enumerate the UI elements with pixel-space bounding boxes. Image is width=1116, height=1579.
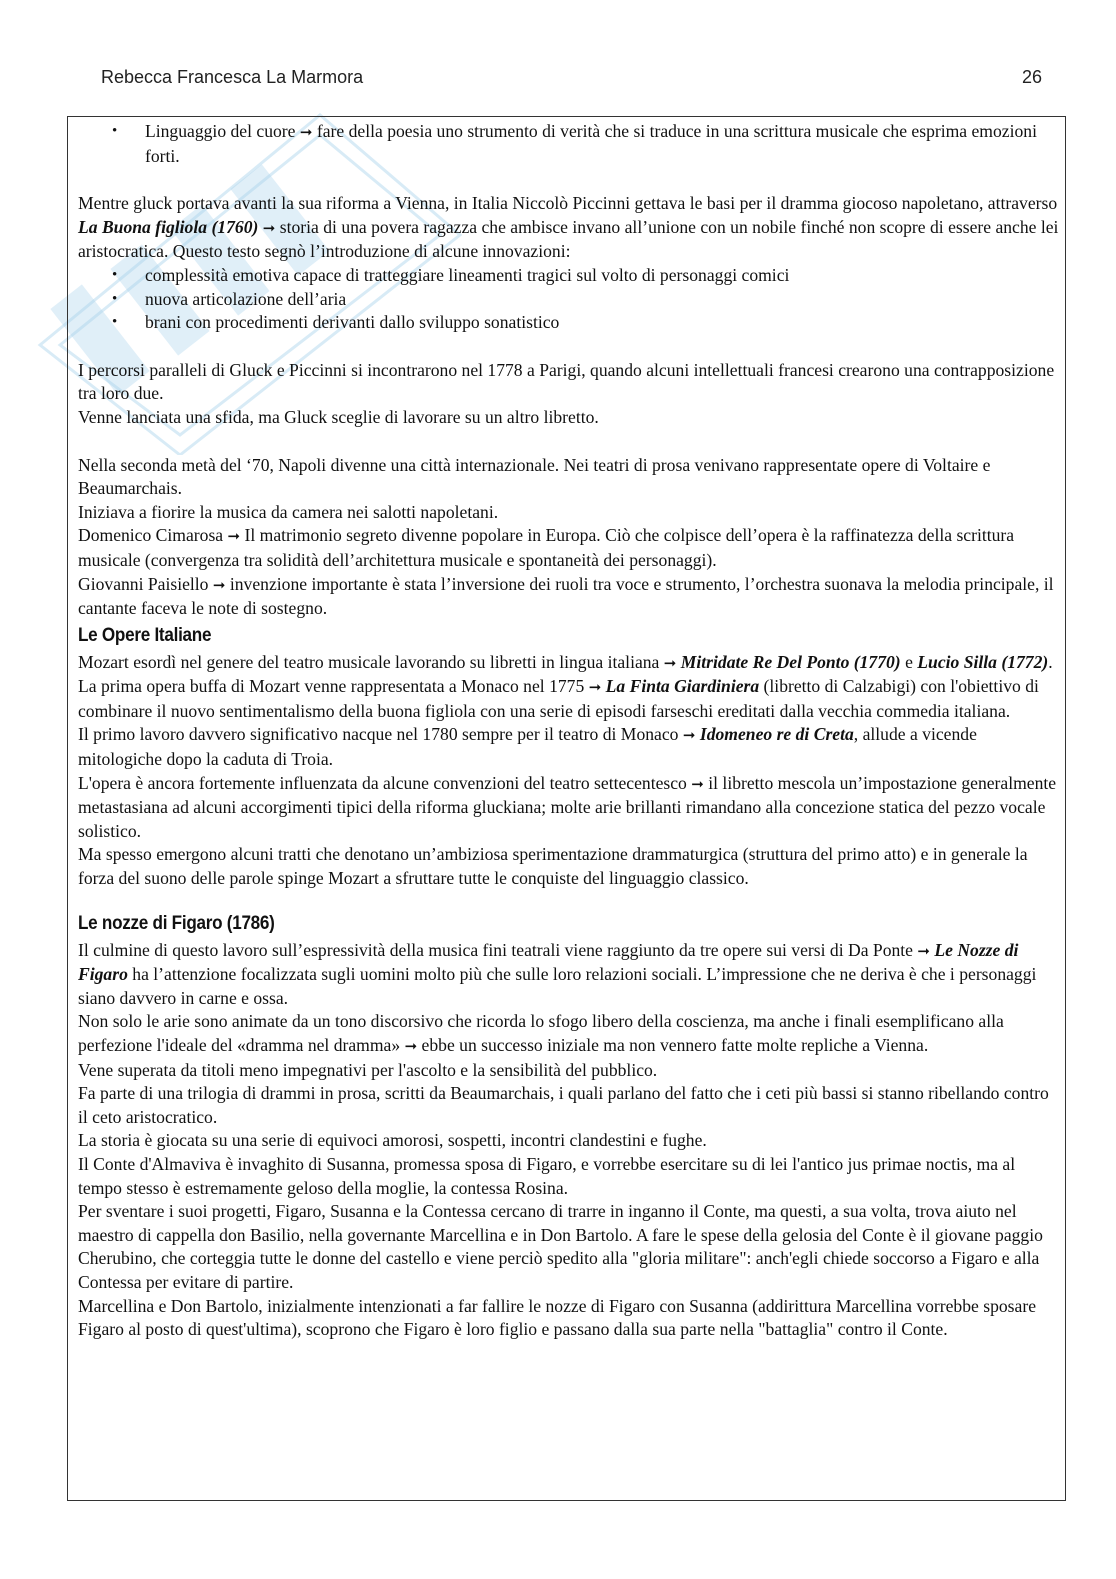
list-item: • nuova articolazione dell’aria bbox=[78, 288, 1060, 312]
paragraph: Iniziava a fiorire la musica da camera nei salotti napoletani. bbox=[78, 501, 499, 522]
paragraph: Per sventare i suoi progetti, Figaro, Susanna e la Contessa cercano di trarre in inganno il Conte, ma questi, a sua volta, trova aiuto nel maestro di cappella don Basilio, nella governante Marcellina e in Don Bartolo. A fare le spese della gelosia del Conte è il giovane paggio Cherubino, che corteggia tutte le donne del castello e viene perciò spedito alla "gloria militare": anch'egli chiede soccorso a Figaro e alla Contessa per evitare di partire. bbox=[78, 1201, 1043, 1292]
paragraph: I percorsi paralleli di Gluck e Piccinni si incontrarono nel 1778 a Parigi, quando alcuni intellettuali francesi crearono una contrapposizione tra loro due. bbox=[78, 359, 1055, 404]
section-heading: Le Opere Italiane bbox=[78, 624, 212, 646]
arrow-icon: ➞ bbox=[682, 726, 696, 745]
paragraph: Ma spesso emergono alcuni tratti che denotano un’ambiziosa sperimentazione drammaturgica (struttura del primo atto) e in generale la forza del suono delle parole spinge Mozart a sfruttare tutte le conquiste del linguaggio classico. bbox=[78, 844, 1028, 889]
page-header bbox=[101, 67, 1042, 95]
author-name: Rebecca Francesca La Marmora bbox=[101, 67, 364, 87]
work-title: Lucio Silla (1772) bbox=[917, 651, 1049, 672]
document-body bbox=[78, 120, 1060, 1342]
work-title: Idomeneo re di Creta bbox=[699, 724, 854, 745]
paragraph: La prima opera buffa di Mozart venne rappresentata a Monaco nel 1775 ➞ La Finta Giardiniera (libretto di Calzabigi) con l'obiettivo di combinare il nuovo sentimentalismo della buona figliola con una serie di episodi farseschi ereditati dalla vecchia commedia italiana. bbox=[78, 676, 1039, 721]
arrow-icon: ➞ bbox=[299, 123, 313, 141]
arrow-icon: ➞ bbox=[663, 653, 677, 672]
paragraph: Il culmine di questo lavoro sull’espressività della musica fini teatrali viene raggiunto da tre opere sui versi di Da Ponte ➞ Le Nozze di Figaro ha l’attenzione focalizzata sugli uomini molto più che sulle loro relazioni sociali. L’impressione che ne deriva è che i personaggi siano davvero in carne e ossa. bbox=[78, 939, 1037, 1008]
paragraph: Venne lanciata una sfida, ma Gluck sceglie di lavorare su un altro libretto. bbox=[78, 406, 599, 427]
paragraph: Giovanni Paisiello ➞ invenzione importante è stata l’inversione dei ruoli tra voce e strumento, l’orchestra suonava la melodia principale, il cantante faceva le note di sostegno. bbox=[78, 573, 1054, 619]
innovations-list bbox=[78, 264, 1060, 335]
arrow-icon: ➞ bbox=[588, 678, 602, 697]
arrow-icon: ➞ bbox=[404, 1037, 418, 1055]
list-item: • Linguaggio del cuore ➞ fare della poesia uno strumento di verità che si traduce in una scrittura musicale che esprima emozioni forti. bbox=[78, 120, 1060, 168]
paragraph: Il primo lavoro davvero significativo nacque nel 1780 sempre per il teatro di Monaco ➞ Idomeneo re di Creta, allude a vicende mitologiche dopo la caduta di Troia. bbox=[78, 724, 977, 770]
list-item: • complessità emotiva capace di tratteggiare lineamenti tragici sul volto di personaggi comici bbox=[78, 264, 1060, 288]
work-title: Le Nozze di Figaro bbox=[78, 939, 1019, 985]
arrow-icon: ➞ bbox=[917, 941, 930, 960]
intro-list bbox=[78, 120, 1060, 168]
paragraph: Domenico Cimarosa ➞ Il matrimonio segreto divenne popolare in Europa. Ciò che colpisce dell’opera è la raffinatezza della scrittura musicale (convergenza tra solidità dell’architettura musicale e spontaneità dei personaggi). bbox=[78, 525, 1015, 570]
arrow-icon: ➞ bbox=[212, 575, 226, 594]
work-title: La Finta Giardiniera bbox=[605, 676, 760, 697]
paragraph-piccinni: Mentre gluck portava avanti la sua riforma a Vienna, in Italia Niccolò Piccinni gettava le basi per il dramma giocoso napoletano, attraverso La Buona figliola (1760) ➞ storia di una povera ragazza che ambisce invano all’unione con un nobile finché non scopre di essere anche lei aristocratica. Questo testo segnò l’introduzione di alcune innovazioni: bbox=[78, 193, 1059, 262]
section-heading: Le nozze di Figaro (1786) bbox=[78, 912, 275, 934]
paragraph: Marcellina e Don Bartolo, inizialmente intenzionati a far fallire le nozze di Figaro con Susanna (addirittura Marcellina vorrebbe sposare Figaro al posto di quest'ultima), scoprono che Figaro è loro figlio e passano dalla sua parte nella "battaglia" contro il Conte. bbox=[78, 1295, 1037, 1340]
arrow-icon: ➞ bbox=[691, 774, 704, 793]
paragraph: Fa parte di una trilogia di drammi in prosa, scritti da Beaumarchais, i quali parlano del fatto che i ceti più bassi si stanno ribellando contro il ceto aristocratico. bbox=[78, 1083, 1049, 1127]
paragraph: Vene superata da titoli meno impegnativi per l'ascolto e la sensibilità del pubblico. bbox=[78, 1059, 658, 1080]
work-title: La Buona figliola (1760) bbox=[78, 216, 259, 237]
list-item: • brani con procedimenti derivanti dallo sviluppo sonatistico bbox=[78, 311, 1060, 335]
paragraph: Il Conte d'Almaviva è invaghito di Susanna, promessa sposa di Figaro, e vorrebbe esercitare su di lei l'antico jus primae noctis, ma al tempo stesso è estremamente geloso della moglie, la contessa Rosina. bbox=[78, 1153, 1016, 1198]
paragraph: La storia è giocata su una serie di equivoci amorosi, sospetti, incontri clandestini e fughe. bbox=[78, 1130, 707, 1151]
paragraph: L'opera è ancora fortemente influenzata da alcune convenzioni del teatro settecentesco ➞ il libretto mescola un’impostazione generalmente metastasiana ad alcuni accorgimenti tipici della riforma gluckiana; molte arie brillanti rimandano alla concezione statica del pezzo vocale solistico. bbox=[78, 772, 1057, 841]
arrow-icon: ➞ bbox=[262, 218, 276, 237]
page-number: 26 bbox=[1021, 67, 1042, 87]
paragraph: Nella seconda metà del ‘70, Napoli divenne una città internazionale. Nei teatri di prosa venivano rappresentate opere di Voltaire e Beaumarchais. bbox=[78, 454, 991, 499]
paragraph: Mozart esordì nel genere del teatro musicale lavorando su libretti in lingua italiana ➞ Mitridate Re Del Ponto (1770) e Lucio Silla (1772). bbox=[78, 651, 1053, 672]
arrow-icon: ➞ bbox=[227, 527, 241, 546]
work-title: Mitridate Re Del Ponto (1770) bbox=[680, 651, 901, 672]
paragraph: Non solo le arie sono animate da un tono discorsivo che ricorda lo sfogo libero della coscienza, ma anche i finali esemplificano alla perfezione l'ideale del «dramma nel dramma» ➞ ebbe un successo iniziale ma non vennero fatte molte repliche a Vienna. bbox=[78, 1011, 1004, 1055]
